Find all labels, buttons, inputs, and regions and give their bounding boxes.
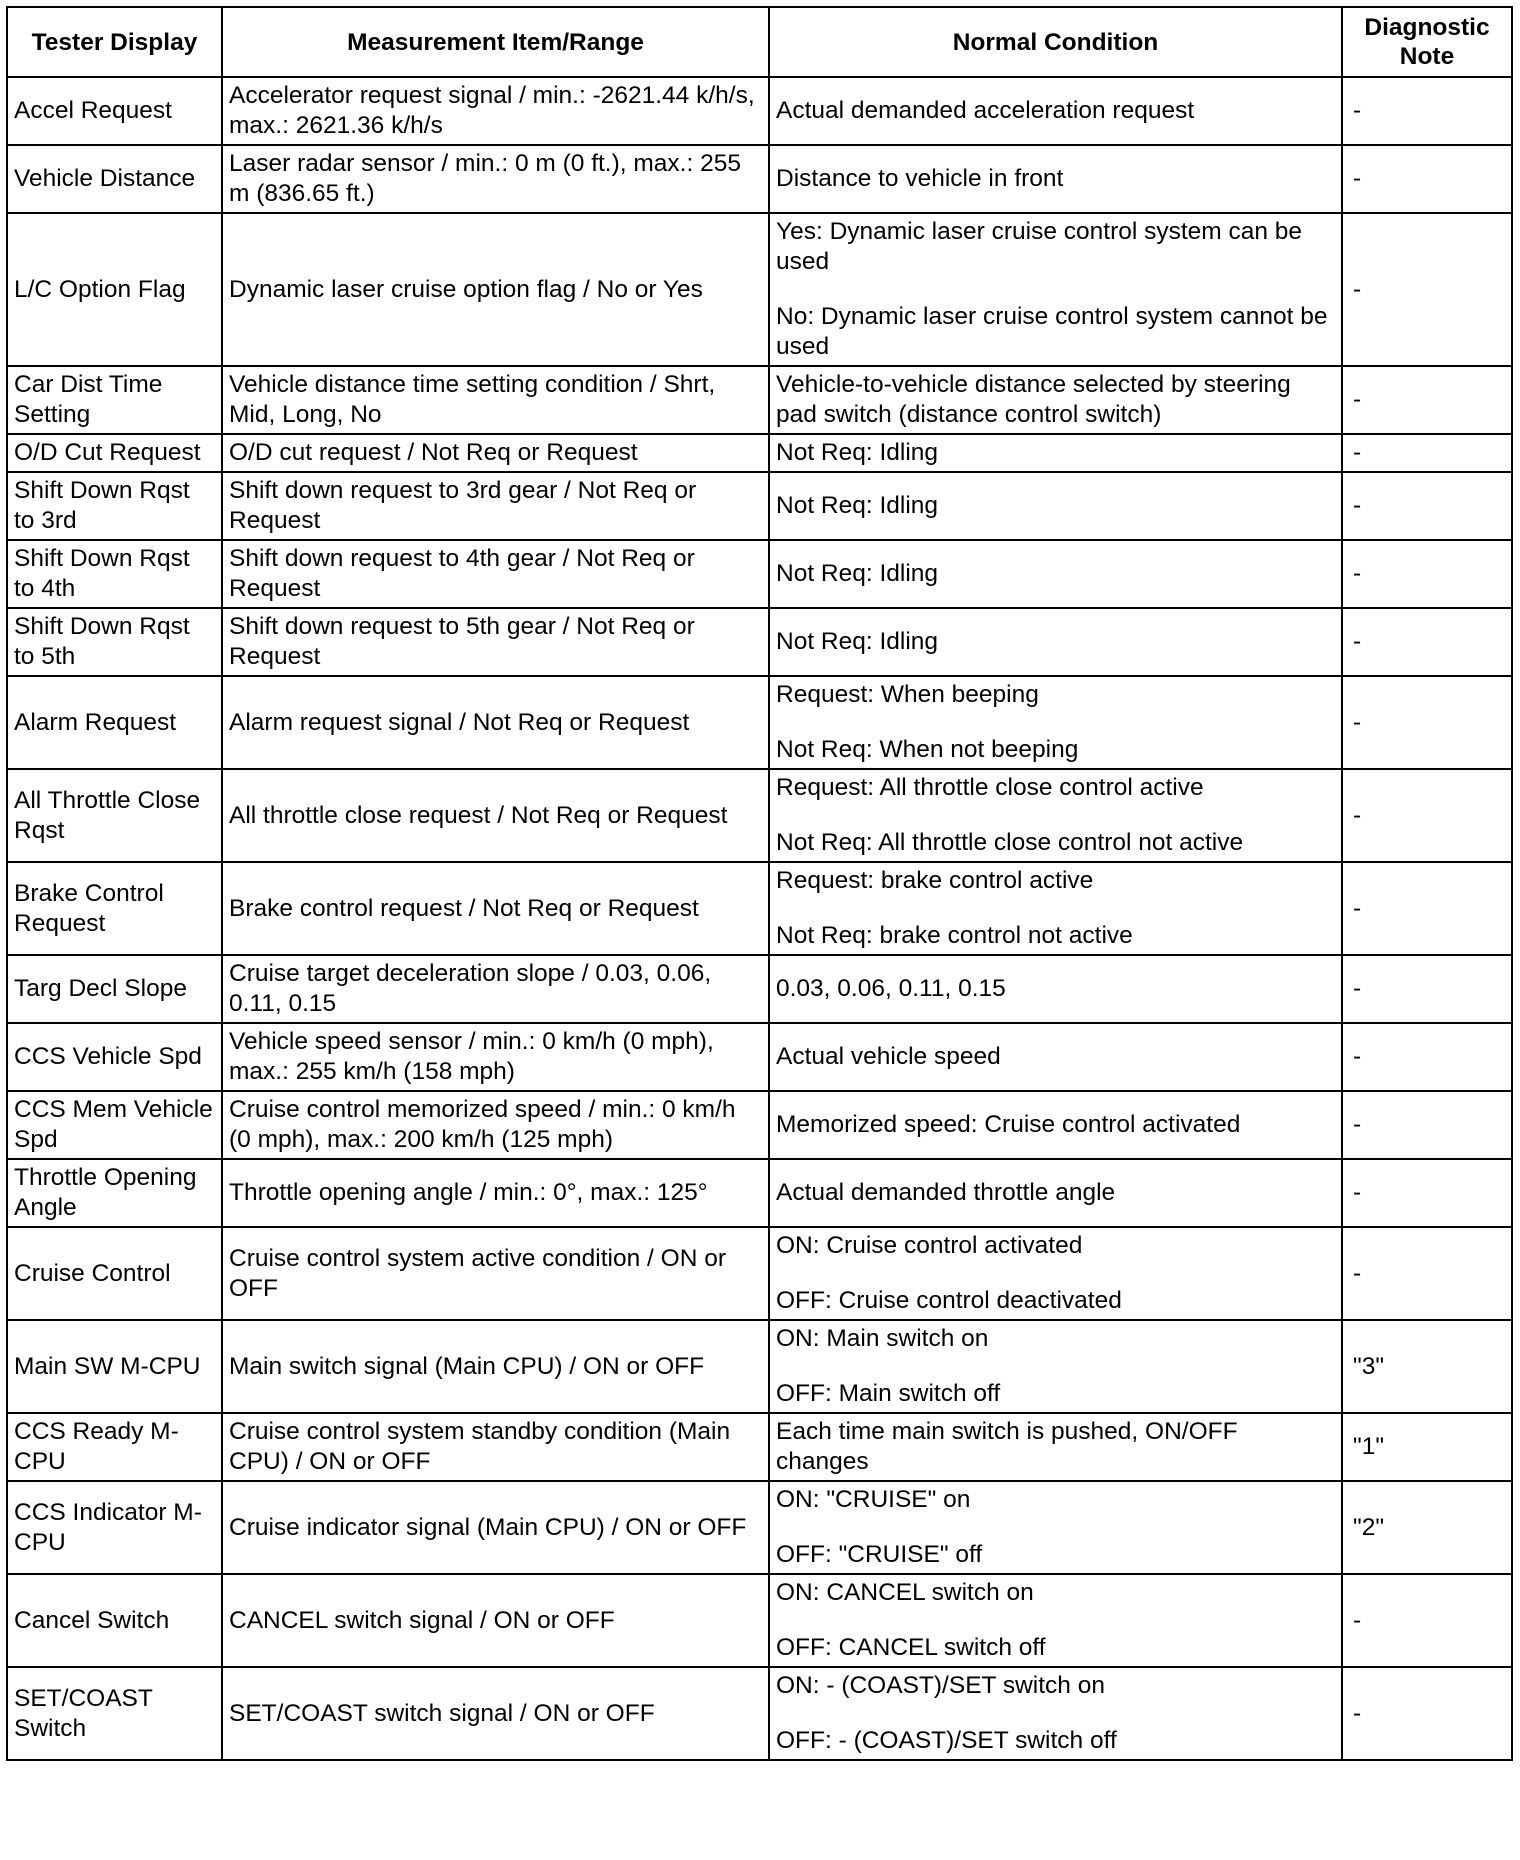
normal-condition-line: ON: CANCEL switch on	[776, 1579, 1034, 1606]
normal-condition-line: No: Dynamic laser cruise control system cannot be used	[776, 303, 1328, 360]
normal-condition-line: 0.03, 0.06, 0.11, 0.15	[776, 975, 1006, 1002]
measurement-item-cell: O/D cut request / Not Req or Request	[222, 434, 769, 472]
measurement-item-cell: Cruise indicator signal (Main CPU) / ON or OFF	[222, 1481, 769, 1574]
measurement-item-cell: Dynamic laser cruise option flag / No or Yes	[222, 213, 769, 366]
normal-condition-line: ON: "CRUISE" on	[776, 1486, 971, 1513]
measurement-item-cell: SET/COAST switch signal / ON or OFF	[222, 1667, 769, 1760]
tester-display-cell: Brake Control Request	[7, 862, 222, 955]
normal-condition-cell	[769, 1481, 1342, 1574]
data-list-table	[6, 6, 1513, 1761]
tester-display-cell: Shift Down Rqst to 4th	[7, 540, 222, 608]
normal-condition-cell	[769, 1413, 1342, 1481]
normal-condition-line: Vehicle-to-vehicle distance selected by steering pad switch (distance control switch)	[776, 371, 1291, 428]
normal-condition-cell	[769, 955, 1342, 1023]
table-row	[7, 472, 1512, 540]
table-row	[7, 1574, 1512, 1667]
tester-display-cell: SET/COAST Switch	[7, 1667, 222, 1760]
normal-condition-line: Request: brake control active	[776, 867, 1094, 894]
table-row	[7, 1413, 1512, 1481]
tester-display-cell: CCS Ready M-CPU	[7, 1413, 222, 1481]
diagnostic-note-cell: -	[1342, 540, 1512, 608]
measurement-item-cell: Cruise control system standby condition (Main CPU) / ON or OFF	[222, 1413, 769, 1481]
normal-condition-line: OFF: "CRUISE" off	[776, 1541, 983, 1568]
header-diagnostic-note: Diagnostic Note	[1342, 7, 1512, 77]
normal-condition-cell	[769, 1574, 1342, 1667]
normal-condition-line: Request: All throttle close control active	[776, 774, 1204, 801]
table-row	[7, 77, 1512, 145]
normal-condition-line: ON: - (COAST)/SET switch on	[776, 1672, 1105, 1699]
measurement-item-cell: Accelerator request signal / min.: -2621.44 k/h/s, max.: 2621.36 k/h/s	[222, 77, 769, 145]
normal-condition-cell	[769, 1320, 1342, 1413]
normal-condition-line: Memorized speed: Cruise control activated	[776, 1111, 1241, 1138]
normal-condition-cell	[769, 862, 1342, 955]
diagnostic-note-cell: -	[1342, 769, 1512, 862]
normal-condition-cell	[769, 472, 1342, 540]
normal-condition-cell	[769, 434, 1342, 472]
normal-condition-cell	[769, 1023, 1342, 1091]
diagnostic-note-cell: -	[1342, 1667, 1512, 1760]
table-row	[7, 540, 1512, 608]
measurement-item-cell: Cruise control memorized speed / min.: 0 km/h (0 mph), max.: 200 km/h (125 mph)	[222, 1091, 769, 1159]
measurement-item-cell: Shift down request to 5th gear / Not Req or Request	[222, 608, 769, 676]
normal-condition-cell	[769, 1091, 1342, 1159]
normal-condition-cell	[769, 1159, 1342, 1227]
tester-display-cell: Main SW M-CPU	[7, 1320, 222, 1413]
normal-condition-cell	[769, 1227, 1342, 1320]
table-row	[7, 862, 1512, 955]
header-measurement-item-range: Measurement Item/Range	[222, 7, 769, 77]
diagnostic-note-cell: -	[1342, 862, 1512, 955]
measurement-item-cell: Alarm request signal / Not Req or Request	[222, 676, 769, 769]
tester-display-cell: CCS Vehicle Spd	[7, 1023, 222, 1091]
table-row	[7, 1227, 1512, 1320]
measurement-item-cell: Laser radar sensor / min.: 0 m (0 ft.), max.: 255 m (836.65 ft.)	[222, 145, 769, 213]
measurement-item-cell: Main switch signal (Main CPU) / ON or OFF	[222, 1320, 769, 1413]
normal-condition-line: ON: Main switch on	[776, 1325, 989, 1352]
table-row	[7, 955, 1512, 1023]
diagnostic-note-cell: -	[1342, 145, 1512, 213]
normal-condition-line: OFF: CANCEL switch off	[776, 1634, 1046, 1661]
measurement-item-cell: Cruise target deceleration slope / 0.03, 0.06, 0.11, 0.15	[222, 955, 769, 1023]
normal-condition-line: Each time main switch is pushed, ON/OFF changes	[776, 1418, 1238, 1475]
table-row	[7, 1667, 1512, 1760]
diagnostic-note-cell: -	[1342, 1574, 1512, 1667]
measurement-item-cell: Throttle opening angle / min.: 0°, max.: 125°	[222, 1159, 769, 1227]
table-row	[7, 1091, 1512, 1159]
page	[6, 6, 1513, 1761]
measurement-item-cell: Shift down request to 4th gear / Not Req or Request	[222, 540, 769, 608]
table-row	[7, 1023, 1512, 1091]
diagnostic-note-cell: "3"	[1342, 1320, 1512, 1413]
table-row	[7, 1159, 1512, 1227]
tester-display-cell: CCS Mem Vehicle Spd	[7, 1091, 222, 1159]
diagnostic-note-cell: -	[1342, 1023, 1512, 1091]
tester-display-cell: Cancel Switch	[7, 1574, 222, 1667]
normal-condition-line: Request: When beeping	[776, 681, 1039, 708]
measurement-item-cell: Vehicle distance time setting condition / Shrt, Mid, Long, No	[222, 366, 769, 434]
diagnostic-note-cell: -	[1342, 1091, 1512, 1159]
measurement-item-cell: All throttle close request / Not Req or Request	[222, 769, 769, 862]
normal-condition-line: Not Req: brake control not active	[776, 922, 1133, 949]
normal-condition-cell	[769, 213, 1342, 366]
normal-condition-line: OFF: Main switch off	[776, 1380, 1001, 1407]
tester-display-cell: O/D Cut Request	[7, 434, 222, 472]
table-row	[7, 676, 1512, 769]
normal-condition-cell	[769, 676, 1342, 769]
table-body	[7, 77, 1512, 1760]
table-row	[7, 213, 1512, 366]
table-row	[7, 608, 1512, 676]
diagnostic-note-cell: -	[1342, 1227, 1512, 1320]
diagnostic-note-cell: "1"	[1342, 1413, 1512, 1481]
diagnostic-note-cell: -	[1342, 213, 1512, 366]
measurement-item-cell: Shift down request to 3rd gear / Not Req or Request	[222, 472, 769, 540]
measurement-item-cell: Vehicle speed sensor / min.: 0 km/h (0 mph), max.: 255 km/h (158 mph)	[222, 1023, 769, 1091]
normal-condition-line: OFF: Cruise control deactivated	[776, 1287, 1122, 1314]
table-row	[7, 1481, 1512, 1574]
table-row	[7, 769, 1512, 862]
tester-display-cell: All Throttle Close Rqst	[7, 769, 222, 862]
normal-condition-line: Not Req: Idling	[776, 560, 939, 587]
tester-display-cell: Vehicle Distance	[7, 145, 222, 213]
normal-condition-line: Actual demanded acceleration request	[776, 97, 1195, 124]
normal-condition-cell	[769, 769, 1342, 862]
normal-condition-line: Actual demanded throttle angle	[776, 1179, 1116, 1206]
measurement-item-cell: CANCEL switch signal / ON or OFF	[222, 1574, 769, 1667]
normal-condition-line: Not Req: All throttle close control not active	[776, 829, 1244, 856]
normal-condition-line: Not Req: Idling	[776, 492, 939, 519]
normal-condition-cell	[769, 145, 1342, 213]
diagnostic-note-cell: -	[1342, 434, 1512, 472]
tester-display-cell: Cruise Control	[7, 1227, 222, 1320]
diagnostic-note-cell: -	[1342, 676, 1512, 769]
normal-condition-line: Distance to vehicle in front	[776, 165, 1064, 192]
normal-condition-line: Not Req: Idling	[776, 439, 939, 466]
normal-condition-line: Yes: Dynamic laser cruise control system can be used	[776, 218, 1303, 275]
normal-condition-cell	[769, 540, 1342, 608]
normal-condition-line: ON: Cruise control activated	[776, 1232, 1083, 1259]
measurement-item-cell: Brake control request / Not Req or Request	[222, 862, 769, 955]
diagnostic-note-cell: -	[1342, 77, 1512, 145]
normal-condition-line: Not Req: Idling	[776, 628, 939, 655]
header-normal-condition: Normal Condition	[769, 7, 1342, 77]
table-row	[7, 145, 1512, 213]
tester-display-cell: Shift Down Rqst to 5th	[7, 608, 222, 676]
normal-condition-cell	[769, 77, 1342, 145]
normal-condition-line: Not Req: When not beeping	[776, 736, 1079, 763]
diagnostic-note-cell: -	[1342, 608, 1512, 676]
diagnostic-note-cell: -	[1342, 955, 1512, 1023]
header-tester-display: Tester Display	[7, 7, 222, 77]
table-header-row	[7, 7, 1512, 77]
tester-display-cell: Car Dist Time Setting	[7, 366, 222, 434]
tester-display-cell: Throttle Opening Angle	[7, 1159, 222, 1227]
normal-condition-cell	[769, 1667, 1342, 1760]
tester-display-cell: CCS Indicator M-CPU	[7, 1481, 222, 1574]
table-row	[7, 1320, 1512, 1413]
diagnostic-note-cell: -	[1342, 366, 1512, 434]
normal-condition-line: OFF: - (COAST)/SET switch off	[776, 1727, 1117, 1754]
normal-condition-line: Actual vehicle speed	[776, 1043, 1001, 1070]
tester-display-cell: Alarm Request	[7, 676, 222, 769]
table-row	[7, 366, 1512, 434]
tester-display-cell: L/C Option Flag	[7, 213, 222, 366]
normal-condition-cell	[769, 366, 1342, 434]
diagnostic-note-cell: "2"	[1342, 1481, 1512, 1574]
diagnostic-note-cell: -	[1342, 1159, 1512, 1227]
diagnostic-note-cell: -	[1342, 472, 1512, 540]
tester-display-cell: Shift Down Rqst to 3rd	[7, 472, 222, 540]
normal-condition-cell	[769, 608, 1342, 676]
measurement-item-cell: Cruise control system active condition / ON or OFF	[222, 1227, 769, 1320]
tester-display-cell: Targ Decl Slope	[7, 955, 222, 1023]
tester-display-cell: Accel Request	[7, 77, 222, 145]
table-row	[7, 434, 1512, 472]
